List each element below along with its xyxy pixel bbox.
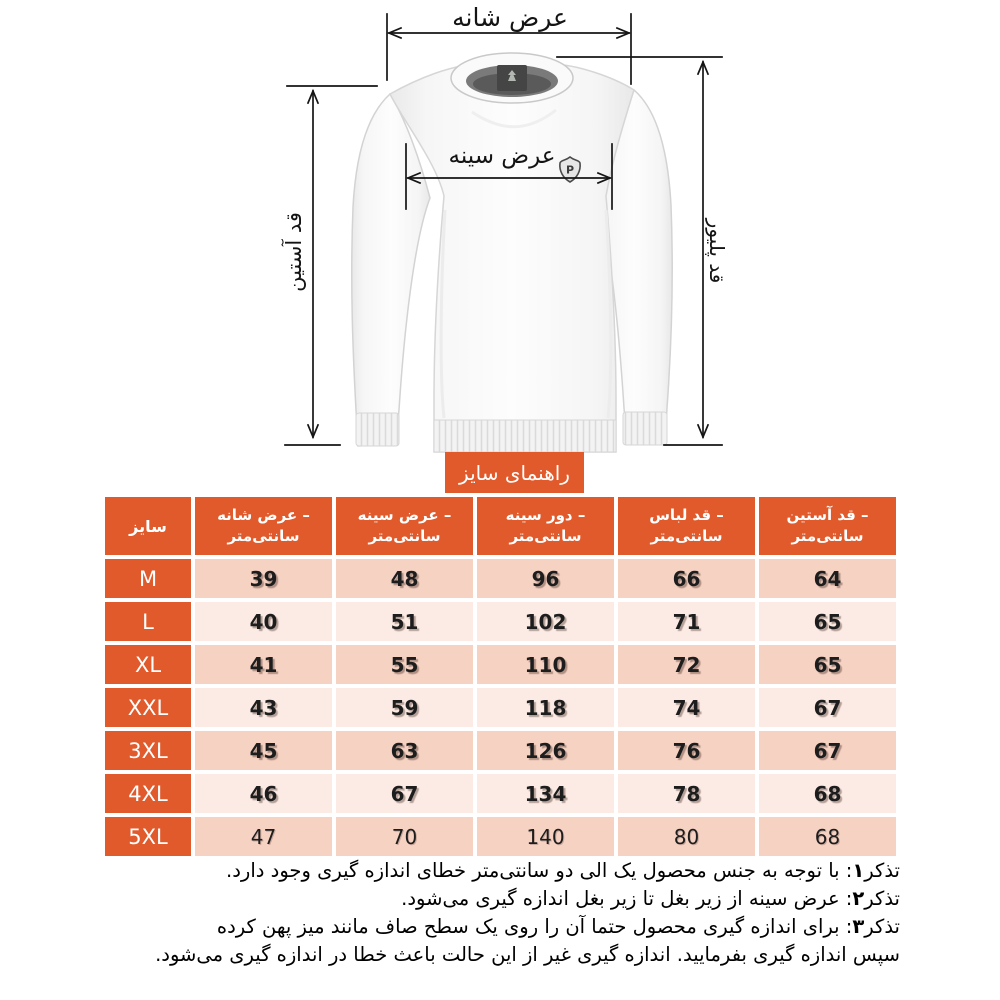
value-cell: 67 [759, 688, 896, 727]
header-title: عرض شانه – [217, 506, 310, 524]
value-cell: 80 [618, 817, 755, 856]
value-cell: 43 [195, 688, 332, 727]
value-cell: 140 [477, 817, 614, 856]
size-cell: 5XL [105, 817, 191, 856]
shoulder-width-label: عرض شانه [452, 3, 568, 32]
value-cell: 39 [195, 559, 332, 598]
value-cell: 64 [759, 559, 896, 598]
chest-width-label: عرض سینه [448, 143, 556, 169]
crest-letter: P [565, 163, 575, 177]
table-row [105, 688, 896, 727]
value-cell: 110 [477, 645, 614, 684]
column-header-shoulder-width [195, 497, 332, 555]
value-cell: 55 [336, 645, 473, 684]
value-cell: 74 [618, 688, 755, 727]
column-header-sleeve-length [759, 497, 896, 555]
header-title: دور سینه – [505, 506, 586, 524]
header-title: عرض سینه – [357, 506, 452, 524]
column-header-chest-circumference [477, 497, 614, 555]
value-cell: 78 [618, 774, 755, 813]
value-cell: 118 [477, 688, 614, 727]
notes [88, 857, 900, 969]
size-cell: L [105, 602, 191, 641]
value-cell: 51 [336, 602, 473, 641]
value-cell: 72 [618, 645, 755, 684]
value-cell: 65 [759, 645, 896, 684]
column-header-garment-length [618, 497, 755, 555]
value-cell: 76 [618, 731, 755, 770]
value-cell: 68 [759, 817, 896, 856]
value-cell: 67 [759, 731, 896, 770]
value-cell: 65 [759, 602, 896, 641]
value-cell: 70 [336, 817, 473, 856]
size-cell: M [105, 559, 191, 598]
column-header-size [105, 497, 191, 555]
header-title: قد لباس – [649, 506, 724, 524]
sleeve-length-label: قد آستین [282, 212, 306, 292]
value-cell: 102 [477, 602, 614, 641]
value-cell: 68 [759, 774, 896, 813]
left-cuff-rib [356, 413, 399, 446]
value-cell: 71 [618, 602, 755, 641]
sweater-illustration [352, 53, 672, 452]
header-unit: سانتی‌متر [650, 527, 723, 545]
note-line: تذکر۲: عرض سینه از زیر بغل تا زیر بغل اندازه گیری می‌شود. [401, 887, 900, 910]
size-cell: XL [105, 645, 191, 684]
value-cell: 63 [336, 731, 473, 770]
sweater-diagram [0, 0, 1000, 460]
note-line: تذکر۳: برای اندازه گیری محصول حتما آن را روی یک سطح صاف مانند میز پهن کرده [216, 915, 900, 938]
header-unit: سانتی‌متر [509, 527, 582, 545]
size-table [101, 493, 900, 860]
size-table-header [105, 497, 896, 555]
value-cell: 96 [477, 559, 614, 598]
table-row [105, 731, 896, 770]
table-row [105, 817, 896, 856]
value-cell: 134 [477, 774, 614, 813]
value-cell: 126 [477, 731, 614, 770]
value-cell: 47 [195, 817, 332, 856]
size-table-body [105, 559, 896, 856]
size-guide-title: راهنمای سایز [445, 452, 584, 493]
value-cell: 48 [336, 559, 473, 598]
header-title: سایز [129, 516, 167, 536]
note-line: سپس اندازه گیری بفرمایید. اندازه گیری غیر از این حالت باعث خطا در اندازه گیری می‌شود. [155, 943, 900, 966]
table-row [105, 602, 896, 641]
value-cell: 67 [336, 774, 473, 813]
sweater-torso [390, 65, 634, 452]
table-row [105, 645, 896, 684]
garment-length-label: قد پلیور [705, 218, 729, 284]
header-unit: سانتی‌متر [368, 527, 441, 545]
value-cell: 66 [618, 559, 755, 598]
right-cuff-rib [623, 412, 667, 445]
column-header-chest-width [336, 497, 473, 555]
hem-rib [434, 420, 616, 452]
size-cell: XXL [105, 688, 191, 727]
size-cell: 4XL [105, 774, 191, 813]
value-cell: 45 [195, 731, 332, 770]
table-row [105, 774, 896, 813]
table-row [105, 559, 896, 598]
header-title: قد آستین – [786, 506, 869, 524]
value-cell: 59 [336, 688, 473, 727]
header-unit: سانتی‌متر [227, 527, 300, 545]
note-line: تذکر۱: با توجه به جنس محصول یک الی دو سانتی‌متر خطای اندازه گیری وجود دارد. [226, 859, 900, 882]
value-cell: 46 [195, 774, 332, 813]
header-unit: سانتی‌متر [791, 527, 864, 545]
value-cell: 41 [195, 645, 332, 684]
value-cell: 40 [195, 602, 332, 641]
size-cell: 3XL [105, 731, 191, 770]
